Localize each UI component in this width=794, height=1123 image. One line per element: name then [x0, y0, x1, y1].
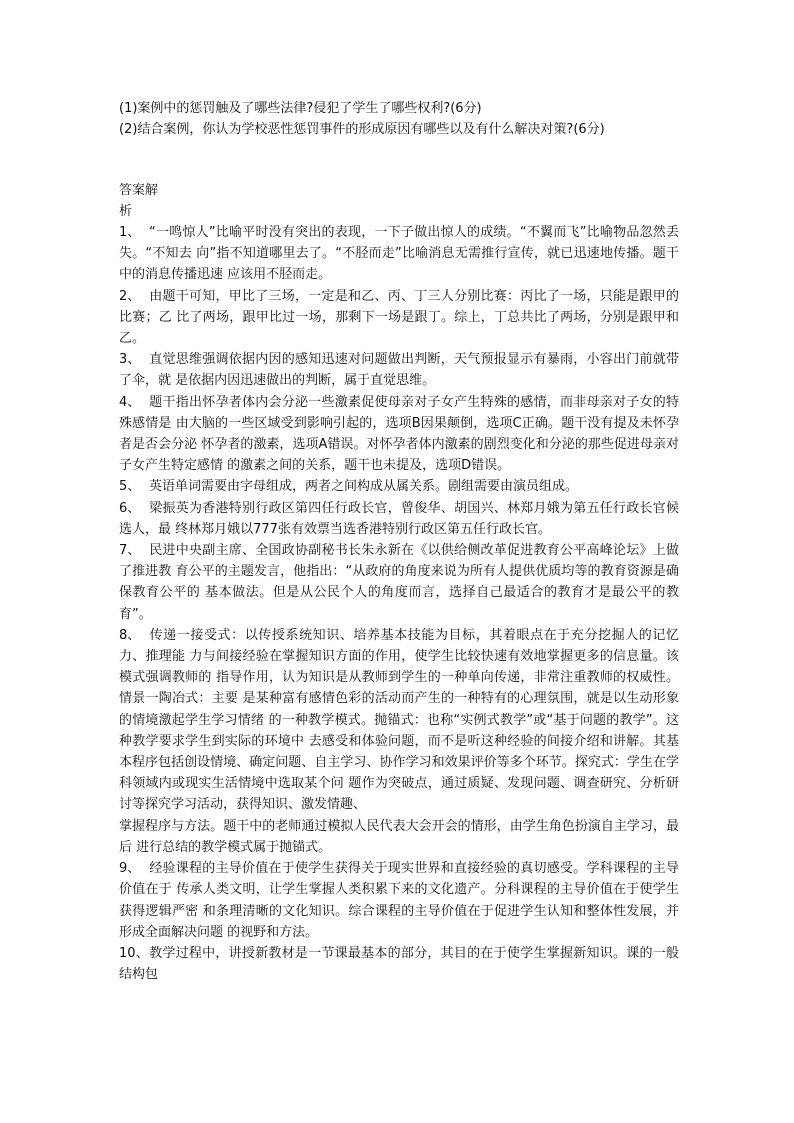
answer-number: 3、	[119, 352, 141, 368]
answer-text: 传递一接受式：以传授系统知识、培养基本技能为目标，其着眼点在于充分挖掘人的记忆力、推理能 力与间接经验在掌握知识方面的作用，使学生比较快速有效地掌握更多的信息量。该模式强调教师的 指导作用，认为知识是从教师到学生的一种单向传递，非常注重教师的权威性。情景一陶冶式：主要 是某种富有感情色彩的活动而产生的一种特有的心理氛围，就是以生动形象的情境激起学生学习情绪 的一种教学模式。抛锚式：也称“实例式教学”或“基于问题的教学”。这种教学要求学生到实际的环境中 去感受和体验问题，而不是听这种经验的间接介绍和讲解。其基本程序包括创设情境、确定问题、自主学习、协作学习和效果评价等多个环节。探究式：学生在学科领域内或现实生活情境中选取某个问 题作为突破点，通过质疑、发现问题、调查研究、分析研讨等探究学习活动，获得知识、激发情趣、	[119, 627, 679, 813]
answer-item-2	[119, 286, 679, 350]
answer-number: 8、	[119, 627, 141, 643]
answer-text: 经验课程的主导价值在于使学生获得关于现实世界和直接经验的真切感受。学科课程的主导价值在于 传承人类文明，让学生掌握人类积累下来的文化遗产。分科课程的主导价值在于使学生获得逻辑严密 和条理清晰的文化知识。综合课程的主导价值在于促进学生认知和整体性发展，并形成全面解决问题 的视野和方法。	[119, 861, 679, 940]
answer-text: 题干指出怀孕者体内会分泌一些激素促使母亲对子女产生特殊的感情，而非母亲对子女的特殊感情是 由大脑的一些区域受到影响引起的，选项B因果颠倒，选项C正确。题干没有提及未怀孕者是否会分泌 怀孕者的激素，选项A错误。对怀孕者体内激素的剧烈变化和分泌的那些促进母亲对子女产生特定感情 的激素之间的关系，题干也未提及，选项D错误。	[119, 394, 679, 474]
answer-number: 2、	[119, 288, 141, 304]
answer-number: 7、	[119, 543, 141, 559]
answer-item-9	[119, 858, 679, 943]
answer-heading-line-2: 析	[119, 204, 133, 219]
answer-text: 英语单词需要由字母组成，两者之间构成从属关系。剧组需要由演员组成。	[149, 479, 579, 495]
answer-item-4	[119, 392, 679, 477]
answer-item-8	[119, 625, 679, 816]
answer-text: 掌握程序与方法。题干中的老师通过模拟人民代表大会开会的情形，由学生角色扮演自主学习，最后 进行总结的教学模式属于抛锚式。	[119, 818, 679, 855]
answer-text: 梁振英为香港特别行政区第四任行政长官，曾俊华、胡国兴、林郑月娥为第五任行政长官候选人，最 终林郑月娥以777张有效票当选香港特别行政区第五任行政长官。	[119, 500, 679, 537]
answer-text: 直觉思维强调依据内因的感知迅速对问题做出判断，天气预报显示有暴雨，小容出门前就带了伞，就 是依据内因迅速做出的判断，属于直觉思维。	[119, 352, 679, 389]
question-1: (1)案例中的惩罚触及了哪些法律?侵犯了学生了哪些权利?(6分)	[119, 101, 482, 116]
answer-heading	[119, 180, 158, 222]
answer-number: 4、	[119, 394, 141, 410]
answer-item-7	[119, 540, 679, 625]
answer-number: 10、	[119, 945, 150, 961]
answer-item-5	[119, 476, 679, 497]
answer-number: 6、	[119, 500, 141, 516]
answer-item-1	[119, 222, 679, 286]
question-2: (2)结合案例，你认为学校恶性惩罚事件的形成原因有哪些以及有什么解决对策?(6分)	[119, 122, 605, 137]
answer-item-6	[119, 498, 679, 540]
question-list	[119, 98, 759, 140]
answer-text: “一鸣惊人”比喻平时没有突出的表现，一下子做出惊人的成绩。“不翼而飞”比喻物品忽然丢失。“不知去 向”指不知道哪里去了。“不胫而走”比喻消息无需推行宣传，就已迅速地传播。题干中的消息传播迅速 应该用不胫而走。	[119, 225, 679, 283]
answer-item-3	[119, 349, 679, 391]
answer-text: 由题干可知，甲比了三场，一定是和乙、丙、丁三人分别比赛：丙比了一场，只能是跟甲的比赛；乙 比了两场，跟甲比过一场，那剩下一场是跟丁。综上，丁总共比了两场，分别是跟甲和乙。	[119, 288, 679, 347]
answer-heading-line-1: 答案解	[119, 183, 159, 198]
answer-list	[119, 222, 679, 985]
answer-number: 1、	[119, 225, 141, 240]
answer-number: 9、	[119, 861, 141, 877]
answer-number: 5、	[119, 479, 141, 495]
answer-text: 教学过程中，讲授新教材是一节课最基本的部分，其目的在于使学生掌握新知识。课的一般结构包	[119, 945, 679, 983]
answer-item-8-continued	[119, 816, 679, 858]
answer-item-10	[119, 943, 679, 985]
answer-text: 民进中央副主席、全国政协副秘书长朱永新在《以供给侧改革促进教育公平高峰论坛》上做了推进教 育公平的主题发言，他指出：“从政府的角度来说为所有人提供优质均等的教育资源是确保教育公平的 基本做法。但是从公民个人的角度而言，选择自己最适合的教育才是最公平的教育”。	[119, 543, 679, 622]
